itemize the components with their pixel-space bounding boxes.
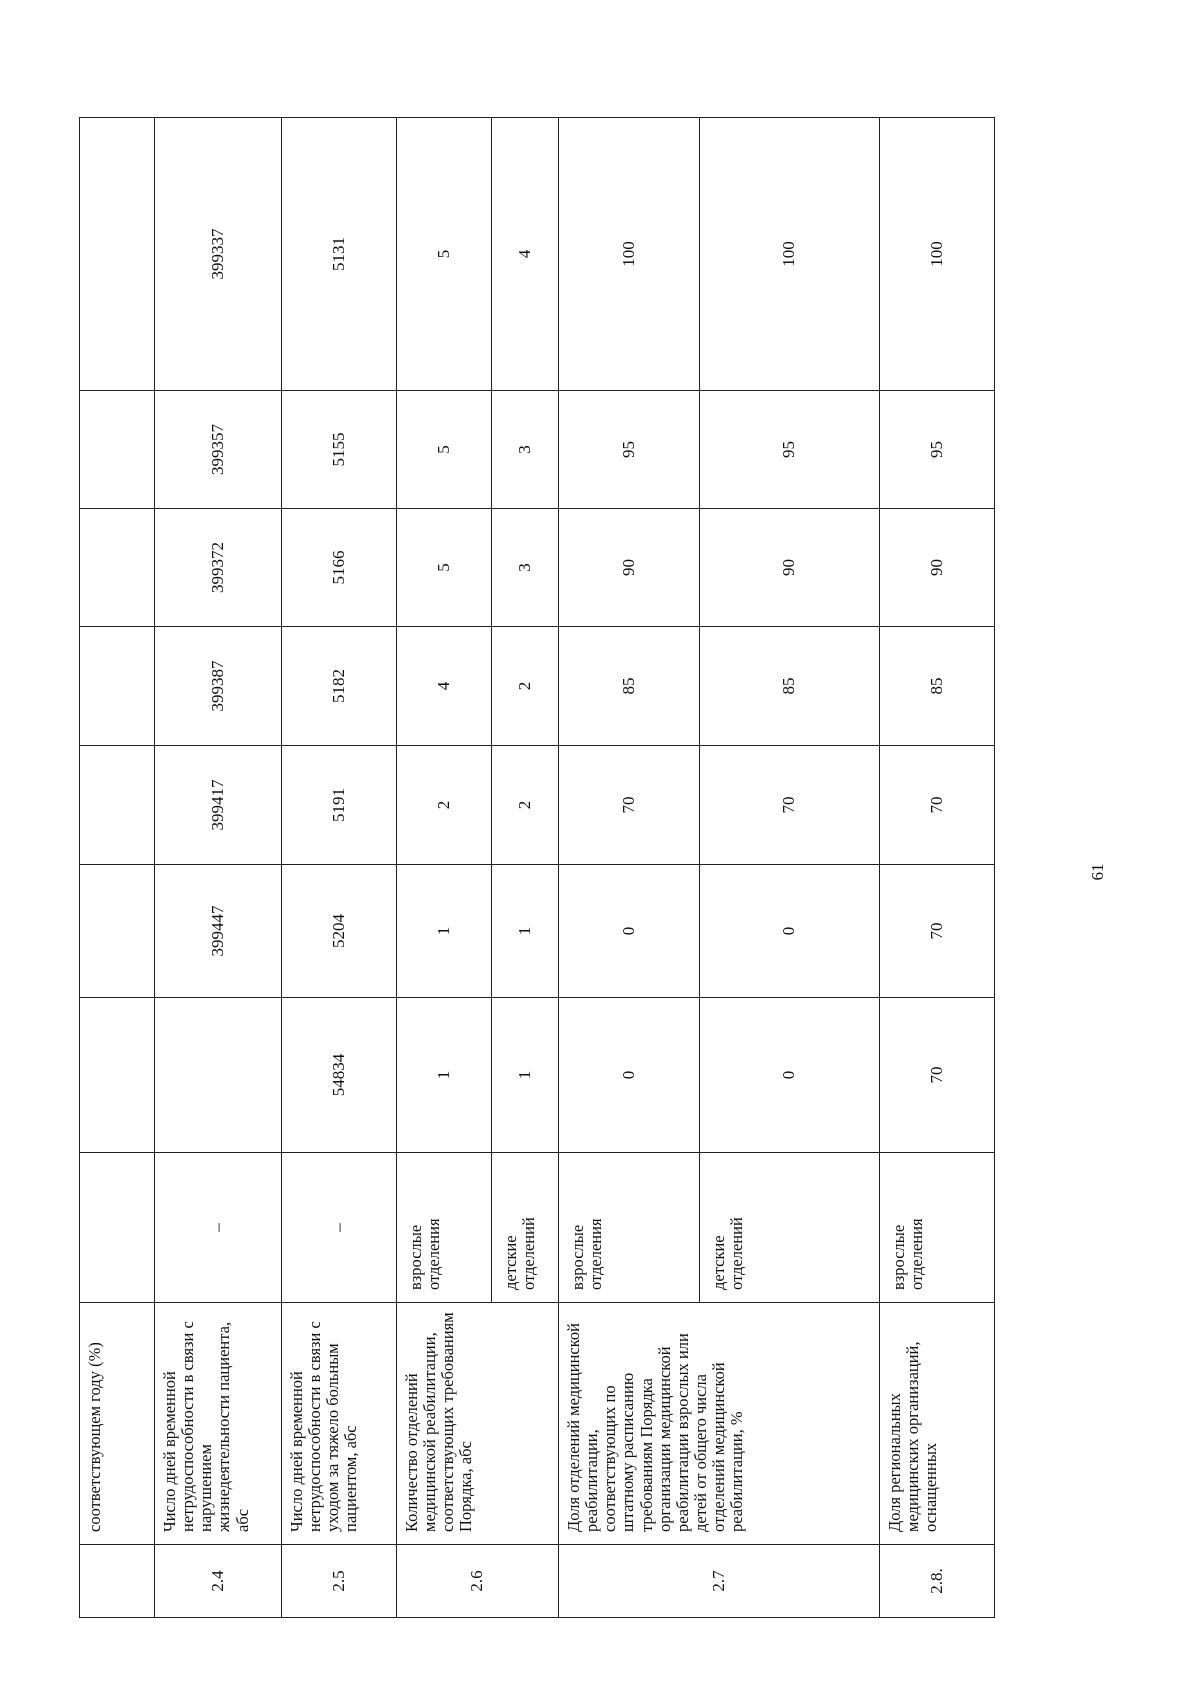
indicator-name-cell: Количество отделений медицинской реабилитации, соответствующих требованиям Порядка, абс <box>397 1303 559 1545</box>
table-row <box>80 118 155 1618</box>
subcategory-cell: взрослые отделения <box>397 1153 492 1303</box>
table-row <box>155 118 282 1618</box>
value-cell: 399357 <box>155 391 282 509</box>
value-cell: 5204 <box>282 865 397 998</box>
table-row <box>880 118 995 1618</box>
indicator-name-cell: Доля отделений медицинской реабилитации, соответствующих по штатному расписанию требованиям Порядка организации медицинской реабилитации взрослых или детей от общего числа отделений медицинской реабилитации, % <box>559 1303 880 1545</box>
value-cell: 3 <box>492 509 559 627</box>
value-cell <box>80 627 155 746</box>
value-cell: 90 <box>880 509 995 627</box>
value-cell: 5131 <box>282 118 397 391</box>
value-cell: 5155 <box>282 391 397 509</box>
row-number-cell: 2.6 <box>397 1545 559 1618</box>
value-cell: 1 <box>492 998 559 1153</box>
row-number-cell: 2.8. <box>880 1545 995 1618</box>
value-cell: 54834 <box>282 998 397 1153</box>
row-number-cell <box>80 1545 155 1618</box>
value-cell <box>80 509 155 627</box>
value-cell <box>80 391 155 509</box>
subcategory-cell: детские отделений <box>700 1153 880 1303</box>
value-cell: 2 <box>492 746 559 865</box>
value-cell: 70 <box>559 746 700 865</box>
rotated-table-container <box>79 118 1019 1618</box>
value-cell: 100 <box>880 118 995 391</box>
value-cell: 5191 <box>282 746 397 865</box>
subcategory-cell: взрослые отделения <box>880 1153 995 1303</box>
row-number-cell: 2.7 <box>559 1545 880 1618</box>
value-cell: 0 <box>700 865 880 998</box>
value-cell: 95 <box>700 391 880 509</box>
value-cell: 85 <box>700 627 880 746</box>
value-cell: 1 <box>397 865 492 998</box>
value-cell: 399417 <box>155 746 282 865</box>
value-cell: 70 <box>880 998 995 1153</box>
value-cell: 95 <box>559 391 700 509</box>
value-cell: 0 <box>559 998 700 1153</box>
subcategory-cell <box>80 1153 155 1303</box>
value-cell: 5166 <box>282 509 397 627</box>
value-cell: 2 <box>492 627 559 746</box>
value-cell: 100 <box>559 118 700 391</box>
value-cell: 70 <box>880 746 995 865</box>
value-cell <box>155 998 282 1153</box>
subcategory-cell: – <box>282 1153 397 1303</box>
indicator-name-cell: соответствующем году (%) <box>80 1303 155 1545</box>
table-row <box>397 118 492 1618</box>
row-number-cell: 2.5 <box>282 1545 397 1618</box>
value-cell: 85 <box>880 627 995 746</box>
indicator-name-cell: Число дней временной нетрудоспособности в связи с нарушением жизнедеятельности пациента, абс <box>155 1303 282 1545</box>
value-cell: 399447 <box>155 865 282 998</box>
value-cell: 85 <box>559 627 700 746</box>
value-cell: 5 <box>397 391 492 509</box>
value-cell: 0 <box>559 865 700 998</box>
value-cell: 399337 <box>155 118 282 391</box>
value-cell: 70 <box>700 746 880 865</box>
value-cell: 399372 <box>155 509 282 627</box>
value-cell: 95 <box>880 391 995 509</box>
value-cell <box>80 746 155 865</box>
value-cell: 2 <box>397 746 492 865</box>
value-cell: 3 <box>492 391 559 509</box>
subcategory-cell: – <box>155 1153 282 1303</box>
page-number: 61 <box>1088 863 1107 881</box>
value-cell <box>80 998 155 1153</box>
value-cell: 5 <box>397 118 492 391</box>
value-cell: 5 <box>397 509 492 627</box>
indicators-table <box>79 117 995 1618</box>
table-row <box>559 118 700 1618</box>
value-cell: 1 <box>492 865 559 998</box>
value-cell: 5182 <box>282 627 397 746</box>
indicator-name-cell: Доля региональных медицинских организаций, оснащенных <box>880 1303 995 1545</box>
subcategory-cell: взрослые отделения <box>559 1153 700 1303</box>
table-row <box>282 118 397 1618</box>
value-cell <box>80 118 155 391</box>
row-number-cell: 2.4 <box>155 1545 282 1618</box>
value-cell: 1 <box>397 998 492 1153</box>
value-cell: 0 <box>700 998 880 1153</box>
value-cell: 90 <box>700 509 880 627</box>
value-cell: 399387 <box>155 627 282 746</box>
indicator-name-cell: Число дней временной нетрудоспособности в связи с уходом за тяжело больным пациентом, абс <box>282 1303 397 1545</box>
value-cell: 70 <box>880 865 995 998</box>
value-cell <box>80 865 155 998</box>
value-cell: 4 <box>397 627 492 746</box>
value-cell: 90 <box>559 509 700 627</box>
subcategory-cell: детские отделений <box>492 1153 559 1303</box>
value-cell: 4 <box>492 118 559 391</box>
value-cell: 100 <box>700 118 880 391</box>
